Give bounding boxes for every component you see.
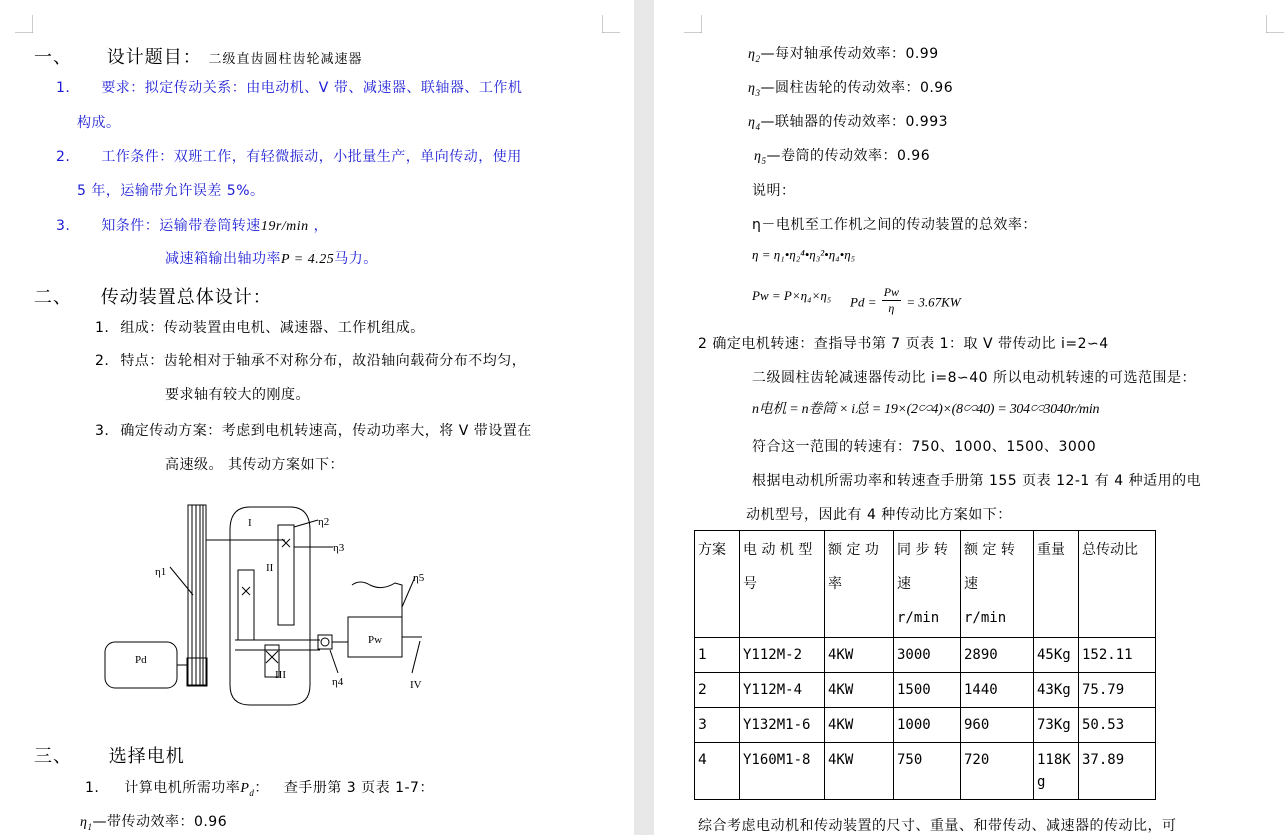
table-cell: 2 (695, 673, 740, 708)
document-page-right (654, 0, 1284, 835)
table-cell: 75.79 (1079, 673, 1156, 708)
table-cell: Y112M-4 (740, 673, 825, 708)
eta3-label: η3 (333, 542, 345, 554)
eta-symbol: η (80, 815, 88, 830)
list-number: 3. (56, 218, 71, 234)
table-row (695, 708, 1156, 743)
pw-formula: Pw = P×η₄×η₅ (752, 288, 832, 303)
corner-mark-top-right (602, 15, 620, 33)
design-item-2-continuation: 要求轴有较大的刚度。 (165, 387, 310, 403)
table-cell: 4 (695, 743, 740, 800)
calc-tail: 查手册第 3 页表 1-7： (283, 780, 434, 796)
manual-text-continuation: 动机型号，因此有 4 种传动比方案如下： (746, 507, 1012, 523)
table-header-row (695, 531, 1156, 638)
header-cell (961, 531, 1034, 638)
table-cell: 1500 (894, 673, 961, 708)
design-item-3-continuation: 高速级。 其传动方案如下： (165, 457, 344, 473)
header-cell (1034, 531, 1079, 638)
motor-label: Pd (135, 654, 147, 666)
table-cell: 43Kg (1034, 673, 1079, 708)
eta-subscript: 2 (755, 53, 761, 64)
table-cell: 3000 (894, 638, 961, 673)
section-1-heading (34, 43, 362, 69)
table-cell: 4KW (825, 673, 894, 708)
eta-total-formula: η = η₁•η₂⁴•η₃²•η₄•η₅ (752, 247, 856, 262)
eta-symbol: η (748, 81, 756, 96)
eta1-definition (80, 811, 227, 832)
item-text: 组成：传动装置由电机、减速器、工作机组成。 (120, 320, 425, 336)
list-number: 2. (56, 149, 71, 165)
eta-subscript: 1 (87, 821, 93, 832)
table-cell: 720 (961, 743, 1034, 800)
header-line: 号 (743, 576, 757, 592)
header-line: r/min (964, 610, 1007, 626)
eta-text: —圆柱齿轮的传动效率：0.96 (760, 80, 954, 96)
shaft-4-leader (412, 641, 420, 673)
calc-step-1 (85, 777, 434, 798)
header-line: 重量 (1037, 542, 1065, 558)
transmission-scheme-diagram (90, 495, 440, 715)
header-cell (695, 531, 740, 638)
item-text: 特点：齿轮相对于轴承不对称分布，故沿轴向载荷分布不均匀， (120, 353, 527, 369)
table-row (695, 743, 1156, 800)
eta-text: —卷筒的传动效率：0.96 (766, 148, 931, 164)
eta4-definition (748, 111, 948, 132)
header-line: 额 定 转 (964, 542, 1015, 558)
eta-subscript: 4 (755, 121, 761, 132)
eta5-definition (754, 145, 930, 166)
eta4-leader (330, 650, 338, 673)
eta-text: —带传动效率：0.96 (92, 814, 228, 830)
speed-value: 19r/min (260, 219, 309, 234)
header-line: 额 定 功 (828, 542, 879, 558)
table-cell: 750 (894, 743, 961, 800)
power-subscript: d (249, 787, 255, 798)
list-number: 1. (56, 80, 71, 96)
header-cell (825, 531, 894, 638)
header-line: 总传动比 (1082, 542, 1138, 558)
pd-denominator: η (888, 301, 895, 315)
table-cell: 73Kg (1034, 708, 1079, 743)
requirement-text: 工作条件：双班工作，有轻微振动，小批量生产，单向传动，使用 (101, 149, 522, 165)
section-title: 选择电机 (108, 746, 185, 767)
list-number: 1. (85, 780, 100, 796)
eta4-label: η4 (332, 676, 344, 688)
power-value: P = 4.25 (281, 252, 335, 267)
header-line: 方案 (698, 542, 726, 558)
document-page-left (0, 0, 634, 835)
note-label: 说明： (752, 183, 796, 199)
eta1-label: η1 (155, 566, 167, 578)
eta-symbol: η (748, 47, 756, 62)
table-cell: 3 (695, 708, 740, 743)
pd-fraction (882, 285, 901, 316)
design-item-2 (95, 350, 526, 370)
table-cell: 1440 (961, 673, 1034, 708)
requirement-3 (56, 215, 328, 235)
table-cell: 118Kg (1034, 743, 1079, 800)
requirement-1 (56, 77, 522, 97)
eta2-label: η2 (318, 516, 330, 528)
list-number: 3. (95, 423, 110, 439)
requirement-3-continuation (165, 248, 378, 268)
header-line: 同 步 转 (897, 542, 948, 558)
table-cell: 45Kg (1034, 638, 1079, 673)
header-line: 速 (897, 576, 911, 592)
requirement-1-continuation: 构成。 (77, 115, 121, 131)
punctuation: ， (313, 218, 329, 234)
speeds-text: 符合这一范围的转速有：750、1000、1500、3000 (752, 439, 1097, 455)
eta-text: —联轴器的传动效率：0.993 (760, 114, 949, 130)
design-item-1 (95, 317, 425, 337)
list-number: 2. (95, 353, 110, 369)
coupling (318, 635, 348, 649)
section-subtitle: 二级直齿圆柱齿轮减速器 (208, 52, 363, 67)
corner-mark-top-left (15, 15, 33, 33)
shaft-4-label: IV (410, 679, 422, 691)
eta-total-description: η－电机至工作机之间的传动装置的总效率： (752, 217, 1037, 233)
manual-text: 根据电动机所需功率和转速查手册第 155 页表 12-1 有 4 种适用的电 (752, 473, 1202, 489)
corner-mark-top-left (684, 15, 702, 33)
table-cell: Y132M1-6 (740, 708, 825, 743)
shaft-1-label: I (248, 517, 252, 529)
table-cell: 960 (961, 708, 1034, 743)
pd-lhs: Pd = (850, 294, 877, 310)
requirement-2 (56, 146, 522, 166)
step-2-text: 2 确定电机转速：查指导书第 7 页表 1：取 V 带传动比 i=2∽4 (698, 336, 1109, 352)
requirement-2-continuation: 5 年，运输带允许误差 5%。 (77, 183, 265, 199)
table-row (695, 638, 1156, 673)
pd-result: = 3.67KW (906, 294, 961, 310)
design-item-3 (95, 420, 532, 440)
eta5-label: η5 (413, 572, 425, 584)
table-cell: 2890 (961, 638, 1034, 673)
shaft-2-label: II (266, 562, 274, 574)
table-cell: 4KW (825, 743, 894, 800)
section-number: 三、 (34, 746, 72, 767)
section-title: 设计题目： (106, 47, 202, 68)
section-number: 二、 (34, 287, 72, 308)
table-cell: Y112M-2 (740, 638, 825, 673)
section-3-heading (34, 742, 185, 768)
section-title: 传动装置总体设计 (100, 287, 253, 308)
header-line: 率 (828, 576, 842, 592)
eta-symbol: η (748, 115, 756, 130)
requirement-text: 要求：拟定传动关系：由电动机、V 带、减速器、联轴器、工作机 (101, 80, 523, 96)
header-cell (1079, 531, 1156, 638)
speed-range-formula: n电机 = n卷筒 × i总 = 19×(2∽4)×(8∽40) = 304∽3040r/min (752, 402, 1100, 417)
conclusion-text: 综合考虑电动机和传动装置的尺寸、重量、和带传动、减速器的传动比，可 (698, 818, 1177, 834)
table-cell: 37.89 (1079, 743, 1156, 800)
table-cell: 4KW (825, 708, 894, 743)
punctuation: ： (252, 287, 272, 308)
conveyor-drum (348, 582, 422, 657)
motor-options-table (694, 530, 1156, 800)
eta-text: —每对轴承传动效率：0.99 (760, 46, 939, 62)
requirement-text: 减速箱输出轴功率 (165, 251, 281, 267)
pd-formula (850, 285, 961, 319)
table-cell: 4KW (825, 638, 894, 673)
requirement-tail: 马力。 (334, 251, 378, 267)
eta-symbol: η (754, 149, 762, 164)
corner-mark-top-right (1266, 15, 1284, 33)
section-number: 一、 (34, 47, 72, 68)
header-line: 速 (964, 576, 978, 592)
gearbox-housing (206, 507, 320, 705)
eta3-definition (748, 77, 953, 98)
eta1-leader (170, 567, 193, 595)
power-symbol: P (240, 781, 250, 796)
table-cell: 1000 (894, 708, 961, 743)
table-cell: 152.11 (1079, 638, 1156, 673)
eta2-definition (748, 43, 939, 64)
table-cell: 1 (695, 638, 740, 673)
section-2-heading (34, 283, 272, 309)
shaft-3-label: III (275, 669, 286, 681)
header-line: r/min (897, 610, 940, 626)
table-cell: Y160M1-8 (740, 743, 825, 800)
eta-subscript: 5 (761, 155, 767, 166)
drum-label: Pw (368, 634, 383, 646)
table-cell: 50.53 (1079, 708, 1156, 743)
eta-subscript: 3 (755, 87, 761, 98)
eta2-leader (294, 520, 318, 527)
ratio-text: 二级圆柱齿轮减速器传动比 i=8∽40 所以电动机转速的可选范围是： (752, 370, 1196, 386)
header-line: 电 动 机 型 (743, 542, 813, 558)
requirement-text: 知条件：运输带卷筒转速 (101, 218, 261, 234)
header-cell (740, 531, 825, 638)
header-cell (894, 531, 961, 638)
item-text: 确定传动方案：考虑到电机转速高，传动功率大，将 V 带设置在 (120, 423, 532, 439)
punctuation: ： (254, 780, 269, 796)
pd-numerator: Pw (883, 285, 900, 299)
table-row (695, 673, 1156, 708)
list-number: 1. (95, 320, 110, 336)
calc-text: 计算电机所需功率 (124, 780, 241, 796)
